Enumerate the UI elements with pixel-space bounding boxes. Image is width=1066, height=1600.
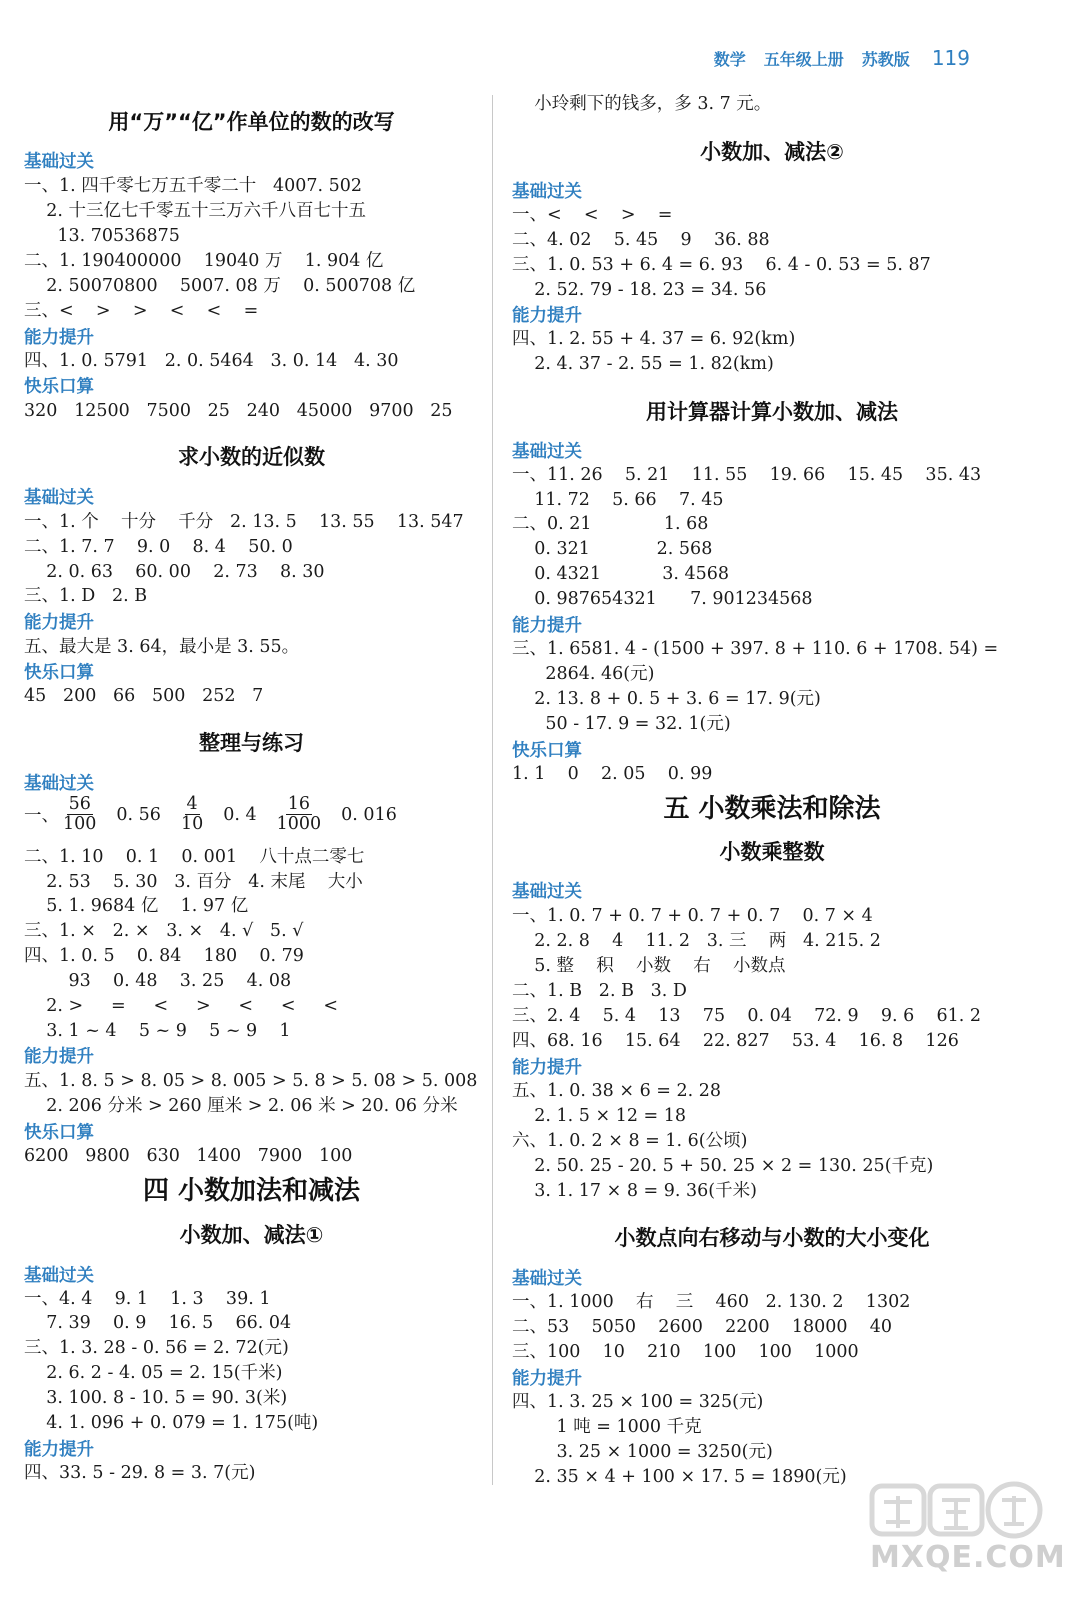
decimal-value: 0. 4 <box>223 804 257 825</box>
subheading-advanced: 能力提升 <box>512 616 582 636</box>
answer-line: 2. 1. 5 × 12 = 18 <box>512 1106 687 1126</box>
question-number: 一、 <box>24 806 59 826</box>
answer-line: 四、68. 16 15. 64 22. 827 53. 4 16. 8 126 <box>512 1031 959 1051</box>
subheading-advanced: 能力提升 <box>24 328 94 348</box>
subheading-basic: 基础过关 <box>512 182 582 202</box>
answer-line: 2. 50070800 5007. 08 万 0. 500708 亿 <box>24 276 416 296</box>
answer-line: 一、1. 1000 右 三 460 2. 130. 2 1302 <box>512 1292 911 1312</box>
subheading-basic: 基础过关 <box>512 1269 582 1289</box>
fraction-denominator: 1000 <box>276 814 322 834</box>
answer-line: 一、4. 4 9. 1 1. 3 39. 1 <box>24 1289 271 1309</box>
fraction <box>275 795 324 834</box>
answer-line: 4. 1. 096 + 0. 079 = 1. 175(吨) <box>24 1413 319 1433</box>
answer-line: 四、1. 0. 5791 2. 0. 5464 3. 0. 14 4. 30 <box>24 351 399 371</box>
chapter-title: 五 小数乘法和除法 <box>663 794 881 824</box>
answer-line: 三、100 10 210 100 100 1000 <box>512 1342 859 1362</box>
answer-line: 1. 1 0 2. 05 0. 99 <box>512 764 713 784</box>
section-title: 小数点向右移动与小数的大小变化 <box>614 1226 930 1250</box>
answer-line: 一、< < > = <box>512 205 673 225</box>
header-grade: 五年级上册 <box>763 50 844 69</box>
column-divider <box>492 95 493 1485</box>
subheading-mental-math: 快乐口算 <box>24 1123 94 1143</box>
answer-line: 三、2. 4 5. 4 13 75 0. 04 72. 9 9. 6 61. 2 <box>512 1006 982 1026</box>
subheading-mental-math: 快乐口算 <box>24 377 94 397</box>
header-subject: 数学 <box>713 50 746 69</box>
subheading-basic: 基础过关 <box>24 152 94 172</box>
subheading-advanced: 能力提升 <box>512 306 582 326</box>
page-number: 119 <box>931 46 970 70</box>
watermark-text: MXQE.COM <box>870 1540 1066 1575</box>
answer-line: 一、1. 个 十分 千分 2. 13. 5 13. 55 13. 547 <box>24 512 464 532</box>
answer-line: 一、1. 0. 7 + 0. 7 + 0. 7 + 0. 7 0. 7 × 4 <box>512 906 873 926</box>
answer-line: 50 - 17. 9 = 32. 1(元) <box>512 714 731 734</box>
answer-line: 2. 4. 37 - 2. 55 = 1. 82(km) <box>512 354 774 374</box>
answer-line: 2864. 46(元) <box>512 664 655 684</box>
subheading-mental-math: 快乐口算 <box>512 741 582 761</box>
chapter-title: 四 小数加法和减法 <box>142 1176 361 1206</box>
header-edition: 苏教版 <box>861 50 910 69</box>
section-title: 求小数的近似数 <box>178 445 325 469</box>
answer-line: 320 12500 7500 25 240 45000 9700 25 <box>24 401 453 421</box>
answer-line: 二、1. 7. 7 9. 0 8. 4 50. 0 <box>24 537 293 557</box>
answer-line: 1 吨 = 1000 千克 <box>512 1417 702 1437</box>
answer-line: 2. 13. 8 + 0. 5 + 3. 6 = 17. 9(元) <box>512 689 821 709</box>
subheading-advanced: 能力提升 <box>24 613 94 633</box>
subheading-basic: 基础过关 <box>512 882 582 902</box>
decimal-value: 0. 56 <box>116 804 161 825</box>
subheading-advanced: 能力提升 <box>512 1369 582 1389</box>
answer-line: 二、1. B 2. B 3. D <box>512 981 687 1001</box>
subheading-mental-math: 快乐口算 <box>24 663 94 683</box>
watermark-logo-icon <box>868 1478 1048 1542</box>
answer-line: 2. 十三亿七千零五十三万六千八百七十五 <box>24 201 367 221</box>
answer-line: 2. 206 分米 > 260 厘米 > 2. 06 米 > 20. 06 分米 <box>24 1096 458 1116</box>
answer-line: 2. 53 5. 30 3. 百分 4. 末尾 大小 <box>24 872 363 892</box>
subheading-basic: 基础过关 <box>24 488 94 508</box>
answer-line: 11. 72 5. 66 7. 45 <box>512 490 724 510</box>
answer-line: 三、1. D 2. B <box>24 586 148 606</box>
answer-line: 0. 987654321 7. 901234568 <box>512 589 813 609</box>
answer-line: 四、33. 5 - 29. 8 = 3. 7(元) <box>24 1463 256 1483</box>
answer-line: 六、1. 0. 2 × 8 = 1. 6(公顷) <box>512 1131 748 1151</box>
subheading-basic: 基础过关 <box>512 442 582 462</box>
section-title: 整理与练习 <box>199 731 304 755</box>
answer-line: 2. 35 × 4 + 100 × 17. 5 = 1890(元) <box>512 1467 847 1487</box>
answer-line: 四、1. 2. 55 + 4. 37 = 6. 92(km) <box>512 329 796 349</box>
fraction <box>179 795 205 834</box>
answer-line: 3. 1 ~ 4 5 ~ 9 5 ~ 9 1 <box>24 1021 291 1041</box>
section-title: 用计算器计算小数加、减法 <box>646 400 898 424</box>
answer-line: 二、4. 02 5. 45 9 36. 88 <box>512 230 770 250</box>
answer-line: 四、1. 3. 25 × 100 = 325(元) <box>512 1392 764 1412</box>
answer-line: 二、53 5050 2600 2200 18000 40 <box>512 1317 893 1337</box>
answer-line: 2. > = < > < < < <box>24 996 339 1016</box>
answer-line: 五、1. 0. 38 × 6 = 2. 28 <box>512 1081 722 1101</box>
answer-line: 6200 9800 630 1400 7900 100 <box>24 1146 353 1166</box>
answer-line: 93 0. 48 3. 25 4. 08 <box>24 971 292 991</box>
answer-line: 0. 321 2. 568 <box>512 539 713 559</box>
section-title: 小数加、减法② <box>700 140 844 164</box>
section-title: 小数乘整数 <box>719 840 825 864</box>
answer-line: 2. 6. 2 - 4. 05 = 2. 15(千米) <box>24 1363 283 1383</box>
decimal-value: 0. 016 <box>341 804 397 825</box>
subheading-advanced: 能力提升 <box>512 1058 582 1078</box>
answer-line: 二、0. 21 1. 68 <box>512 514 709 534</box>
fraction-numerator: 16 <box>287 794 311 814</box>
subheading-basic: 基础过关 <box>24 774 94 794</box>
answer-line: 三、1. 3. 28 - 0. 56 = 2. 72(元) <box>24 1338 289 1358</box>
subheading-advanced: 能力提升 <box>24 1440 94 1460</box>
answer-line: 3. 1. 17 × 8 = 9. 36(千米) <box>512 1181 757 1201</box>
answer-line: 0. 4321 3. 4568 <box>512 564 730 584</box>
answer-line: 2. 50. 25 - 20. 5 + 50. 25 × 2 = 130. 25(千克) <box>512 1156 934 1176</box>
answer-line: 三、< > > < < = <box>24 301 259 321</box>
answer-line: 二、1. 10 0. 1 0. 001 八十点二零七 <box>24 847 365 867</box>
answer-line: 2. 52. 79 - 18. 23 = 34. 56 <box>512 280 767 300</box>
answer-line: 三、1. 0. 53 + 6. 4 = 6. 93 6. 4 - 0. 53 = 5. 87 <box>512 255 931 275</box>
answer-line: 2. 2. 8 4 11. 2 3. 三 两 4. 215. 2 <box>512 931 881 951</box>
page-header <box>714 46 970 74</box>
fraction-denominator: 10 <box>180 814 204 834</box>
answer-line: 一、1. 四千零七万五千零二十 4007. 502 <box>24 176 363 196</box>
fraction-numerator: 56 <box>68 794 91 814</box>
answer-line: 45 200 66 500 252 7 <box>24 686 264 706</box>
answer-line: 5. 整 积 小数 右 小数点 <box>512 956 786 976</box>
answer-line: 五、最大是 3. 64，最小是 3. 55。 <box>24 637 300 657</box>
answer-line: 四、1. 0. 5 0. 84 180 0. 79 <box>24 946 304 966</box>
answer-line: 5. 1. 9684 亿 1. 97 亿 <box>24 896 249 916</box>
answer-line: 五、1. 8. 5 > 8. 05 > 8. 005 > 5. 8 > 5. 08 > 5. 008 <box>24 1071 478 1091</box>
answer-line: 3. 25 × 1000 = 3250(元) <box>512 1442 773 1462</box>
answer-line: 三、1. × 2. × 3. × 4. √ 5. √ <box>24 921 304 941</box>
section-title: 用“万”“亿”作单位的数的改写 <box>108 110 395 134</box>
answer-line: 2. 0. 63 60. 00 2. 73 8. 30 <box>24 562 325 582</box>
section-title: 小数加、减法① <box>179 1223 324 1247</box>
answer-line: 一、11. 26 5. 21 11. 55 19. 66 15. 45 35. 43 <box>512 465 982 485</box>
answer-line: 3. 100. 8 - 10. 5 = 90. 3(米) <box>24 1388 288 1408</box>
answer-line: 13. 70536875 <box>24 226 180 246</box>
fraction <box>61 795 98 834</box>
subheading-advanced: 能力提升 <box>24 1047 94 1067</box>
answer-line: 三、1. 6581. 4 - (1500 + 397. 8 + 110. 6 + 1708. 54) = <box>512 639 999 659</box>
answer-line: 二、1. 190400000 19040 万 1. 904 亿 <box>24 251 384 271</box>
fraction-answer-row <box>24 795 397 834</box>
fraction-denominator: 100 <box>63 814 97 834</box>
subheading-basic: 基础过关 <box>24 1266 94 1286</box>
watermark <box>868 1478 1066 1588</box>
answer-line: 7. 39 0. 9 16. 5 66. 04 <box>24 1313 292 1333</box>
fraction-numerator: 4 <box>186 794 198 814</box>
answer-line: 小玲剩下的钱多，多 3. 7 元。 <box>512 94 772 114</box>
